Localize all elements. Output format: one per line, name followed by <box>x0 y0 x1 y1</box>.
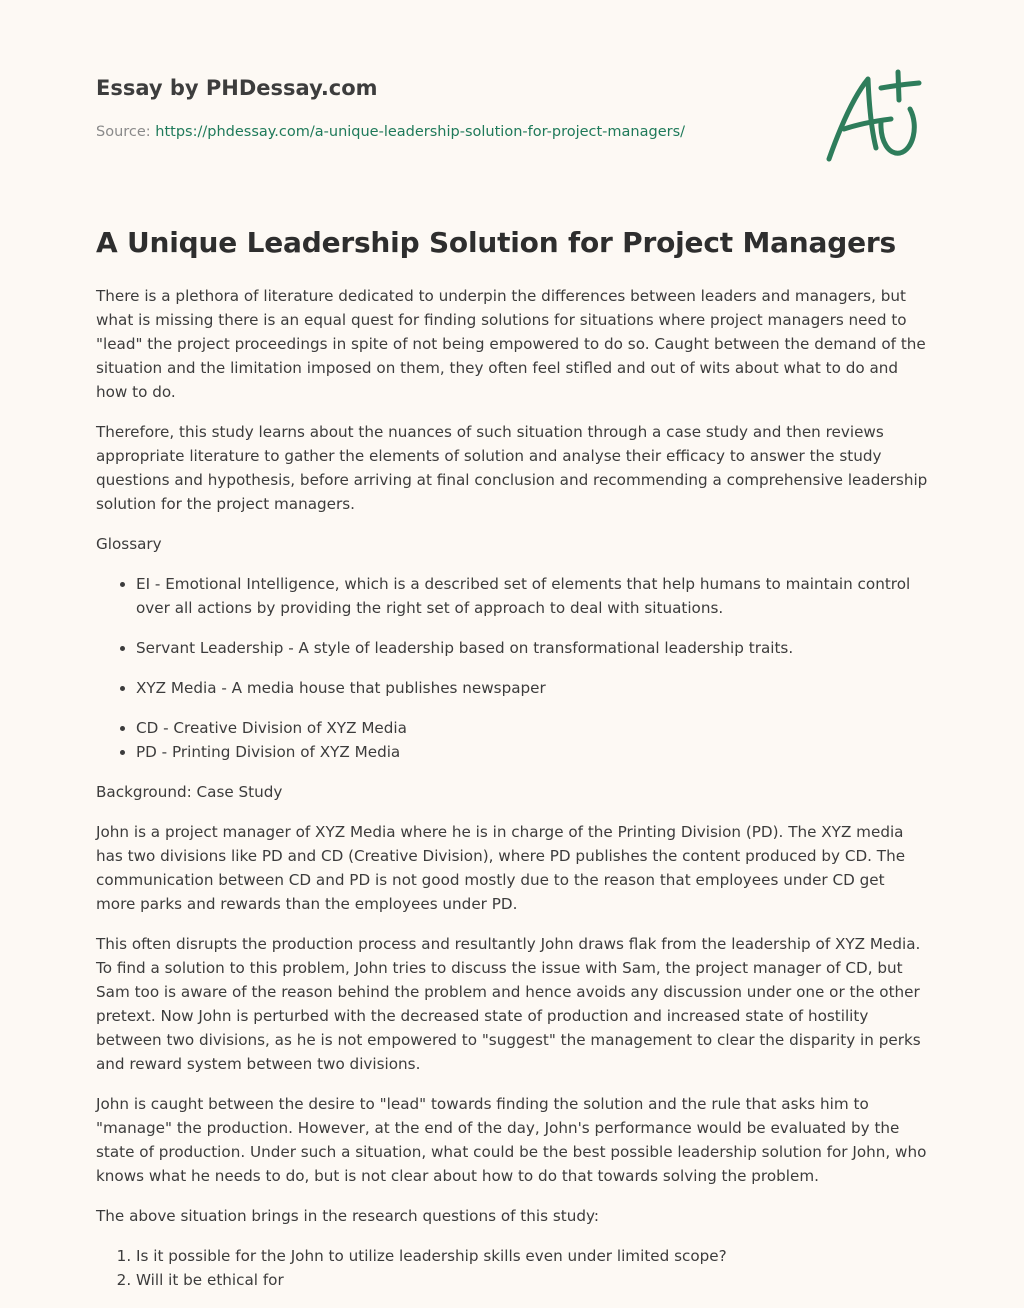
glossary-item: • PD - Printing Division of XYZ Media <box>136 740 928 764</box>
glossary-item: • Servant Leadership - A style of leadership based on transformational leadership traits. <box>136 636 928 660</box>
research-question: 1. Is it possible for the John to utilize leadership skills even under limited scope? <box>136 1244 928 1268</box>
background-paragraph: John is a project manager of XYZ Media where he is in charge of the Printing Division (PD). The XYZ media has two divisions like PD and CD (Creative Division), where PD publishes the content produced by CD. The communication between CD and PD is not good mostly due to the reason that employees under CD get more parks and rewards than the employees under PD. <box>96 823 906 913</box>
glossary-list <box>96 572 928 764</box>
essay-title: A Unique Leadership Solution for Project Managers <box>96 226 896 259</box>
background-heading: Background: Case Study <box>96 783 283 801</box>
glossary-item: • XYZ Media - A media house that publishes newspaper <box>136 676 928 700</box>
glossary-item: • CD - Creative Division of XYZ Media <box>136 716 928 740</box>
essay-body <box>96 284 928 1308</box>
research-questions-intro: The above situation brings in the research questions of this study: <box>96 1207 599 1225</box>
intro-paragraph: There is a plethora of literature dedicated to underpin the differences between leaders and managers, but what is missing there is an equal quest for finding solutions for situations where project managers need to "lead" the project proceedings in spite of not being empowered to do so. Caught between the demand of the situation and the limitation imposed on them, they often feel stifled and out of wits about what to do and how to do. <box>96 287 926 401</box>
a-plus-logo-icon <box>818 66 930 166</box>
source-link[interactable]: https://phdessay.com/a-unique-leadership-solution-for-project-managers/ <box>155 124 686 140</box>
glossary-item: • EI - Emotional Intelligence, which is a described set of elements that help humans to maintain control over all actions by providing the right set of approach to deal with situations. <box>136 572 928 620</box>
research-questions-list <box>96 1244 928 1292</box>
background-paragraph: John is caught between the desire to "lead" towards finding the solution and the rule that asks him to "manage" the production. However, at the end of the day, John's performance would be evaluated by the state of production. Under such a situation, what could be the best possible leadership solution for John, who knows what he needs to do, but is not clear about how to do that towards solving the problem. <box>96 1095 927 1185</box>
glossary-heading: Glossary <box>96 535 162 553</box>
source-line <box>96 124 685 140</box>
research-question: 2. Will it be ethical for <box>136 1268 928 1292</box>
intro-paragraph: Therefore, this study learns about the nuances of such situation through a case study and then reviews appropriate literature to gather the elements of solution and analyse their efficacy to answer the study questions and hypothesis, before arriving at final conclusion and recommending a comprehensive leadership solution for the project managers. <box>96 423 928 513</box>
source-label: Source: <box>96 124 156 140</box>
background-paragraph: This often disrupts the production process and resultantly John draws flak from the leadership of XYZ Media. To find a solution to this problem, John tries to discuss the issue with Sam, the project manager of CD, but Sam too is aware of the reason behind the problem and hence avoids any discussion under one or the other pretext. Now John is perturbed with the decreased state of production and increased state of hostility between two divisions, as he is not empowered to "suggest" the management to clear the disparity in perks and reward system between two divisions. <box>96 935 921 1073</box>
brand-title: Essay by PHDessay.com <box>96 76 378 100</box>
